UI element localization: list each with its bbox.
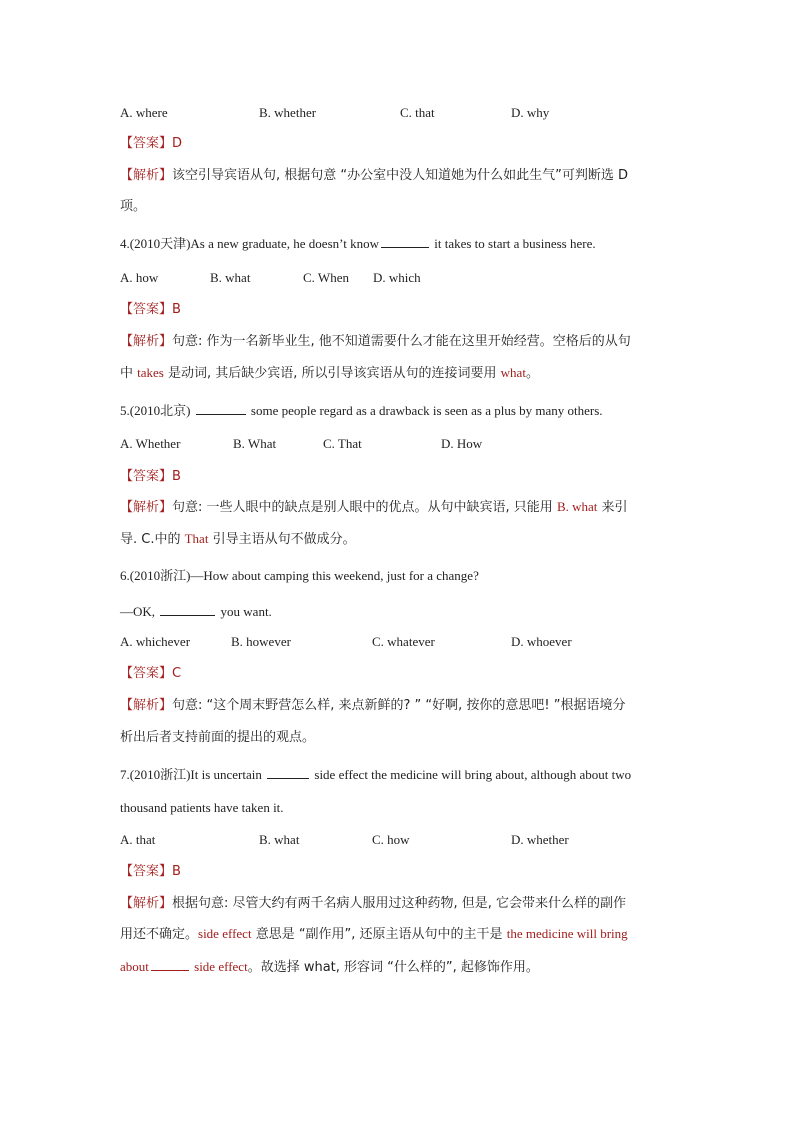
q3-option-a: A. where [120, 105, 168, 120]
answer-tag: 【答案】 [120, 302, 173, 317]
analysis-highlight: about [120, 959, 149, 974]
analysis-highlight: takes [137, 365, 164, 380]
analysis-tag: 【解析】 [120, 698, 173, 713]
answer-tag: 【答案】 [120, 136, 173, 151]
q4-analysis-line2 [120, 363, 539, 384]
q7-analysis-line2 [120, 924, 628, 945]
q6-analysis-line1 [120, 695, 626, 716]
analysis-text: 中 [120, 366, 138, 381]
q6-reply [120, 601, 272, 622]
q3-option-c: C. that [400, 105, 435, 120]
q6-option-b: B. however [231, 634, 291, 649]
q7-option-a: A. that [120, 832, 156, 847]
answer-blank [267, 764, 309, 779]
q5-option-a: A. Whether [120, 436, 181, 451]
analysis-tag: 【解析】 [120, 334, 173, 349]
stem-text: it takes to start a business here. [430, 236, 596, 251]
analysis-highlight: That [184, 531, 209, 546]
answer-value: B [172, 864, 181, 879]
q7-analysis-line3 [120, 956, 539, 978]
analysis-text: 引导主语从句不做成分。 [208, 532, 356, 547]
q6-analysis-line2 [120, 727, 315, 748]
q4-option-a: A. how [120, 270, 159, 285]
q5-option-b: B. What [233, 436, 277, 451]
analysis-highlight: side effect [190, 959, 248, 974]
stem-text: 4.(2010天津)As a new graduate, he doesn’t know [120, 236, 379, 251]
q3-option-d: D. why [511, 105, 550, 120]
stem-text: —OK, [120, 604, 159, 619]
q5-option-d: D. How [441, 436, 483, 451]
q3-option-b: B. whether [259, 105, 317, 120]
q4-stem [120, 233, 596, 254]
answer-tag: 【答案】 [120, 666, 173, 681]
q4-option-d: D. which [373, 270, 421, 285]
analysis-text: 用还不确定。 [120, 927, 199, 942]
stem-text: some people regard as a drawback is seen as a plus by many others. [247, 403, 603, 418]
analysis-text: 项。 [120, 199, 147, 214]
q3-analysis-line2 [120, 196, 146, 217]
analysis-highlight: B. what [556, 499, 598, 514]
q7-stem-line2: thousand patients have taken it. [120, 800, 284, 815]
q6-answer [120, 663, 181, 684]
analysis-highlight: the medicine will bring [506, 926, 628, 941]
answer-blank [196, 400, 246, 415]
q4-analysis-line1 [120, 331, 631, 352]
q5-analysis-line2 [120, 529, 356, 550]
analysis-text: 析出后者支持前面的提出的观点。 [120, 730, 316, 745]
q3-analysis-line1 [120, 165, 628, 186]
analysis-text: 意思是 “副作用”, 还原主语从句中的主干是 [251, 927, 507, 942]
analysis-text: 句意: “这个周末野营怎么样, 来点新鲜的? ” “好啊, 按你的意思吧! ”根据语境分 [172, 698, 626, 713]
answer-value: B [172, 469, 181, 484]
q5-option-c: C. That [323, 436, 362, 451]
q6-option-a: A. whichever [120, 634, 191, 649]
answer-blank [160, 601, 215, 616]
stem-text: 7.(2010浙江)It is uncertain [120, 767, 266, 782]
answer-value: C [172, 666, 182, 681]
analysis-highlight: what [500, 365, 526, 380]
analysis-text: 是动词, 其后缺少宾语, 所以引导该宾语从句的连接词要用 [163, 366, 501, 381]
q5-analysis-line1 [120, 497, 628, 518]
q3-answer [120, 133, 182, 154]
answer-value: B [172, 302, 181, 317]
analysis-text: 根据句意: 尽管大约有两千名病人服用过这种药物, 但是, 它会带来什么样的副作 [172, 896, 627, 911]
answer-tag: 【答案】 [120, 864, 173, 879]
analysis-tag: 【解析】 [120, 500, 173, 515]
analysis-text: 句意: 一些人眼中的缺点是别人眼中的优点。从句中缺宾语, 只能用 [172, 500, 557, 515]
q7-analysis-line1 [120, 893, 626, 914]
answer-blank [151, 956, 189, 971]
answer-blank [381, 233, 429, 248]
analysis-text: 。 [525, 366, 539, 381]
q7-option-d: D. whether [511, 832, 569, 847]
analysis-text: 该空引导宾语从句, 根据句意 “办公室中没人知道她为什么如此生气”可判断选 D [172, 168, 629, 183]
q6-stem: 6.(2010浙江)—How about camping this weekend, just for a change? [120, 568, 479, 583]
q7-option-c: C. how [372, 832, 410, 847]
analysis-text: 。故选择 what, 形容词 “什么样的”, 起修饰作用。 [247, 960, 539, 975]
q6-option-c: C. whatever [372, 634, 435, 649]
analysis-highlight: side effect [198, 926, 252, 941]
q6-option-d: D. whoever [511, 634, 572, 649]
stem-text: 5.(2010北京) [120, 403, 194, 418]
q4-option-c: C. When [303, 270, 349, 285]
q7-option-b: B. what [259, 832, 300, 847]
answer-tag: 【答案】 [120, 469, 173, 484]
analysis-tag: 【解析】 [120, 896, 173, 911]
stem-text: side effect the medicine will bring about, although about two [311, 767, 632, 782]
analysis-text: 导. C.中的 [120, 532, 185, 547]
q5-stem [120, 400, 603, 421]
q4-option-b: B. what [210, 270, 251, 285]
q7-answer [120, 861, 181, 882]
stem-text: you want. [217, 604, 272, 619]
answer-value: D [172, 136, 183, 151]
analysis-text: 来引 [597, 500, 628, 515]
analysis-tag: 【解析】 [120, 168, 173, 183]
q4-answer [120, 299, 181, 320]
q7-stem [120, 764, 631, 785]
analysis-text: 句意: 作为一名新毕业生, 他不知道需要什么才能在这里开始经营。空格后的从句 [172, 334, 631, 349]
q5-answer [120, 466, 181, 487]
